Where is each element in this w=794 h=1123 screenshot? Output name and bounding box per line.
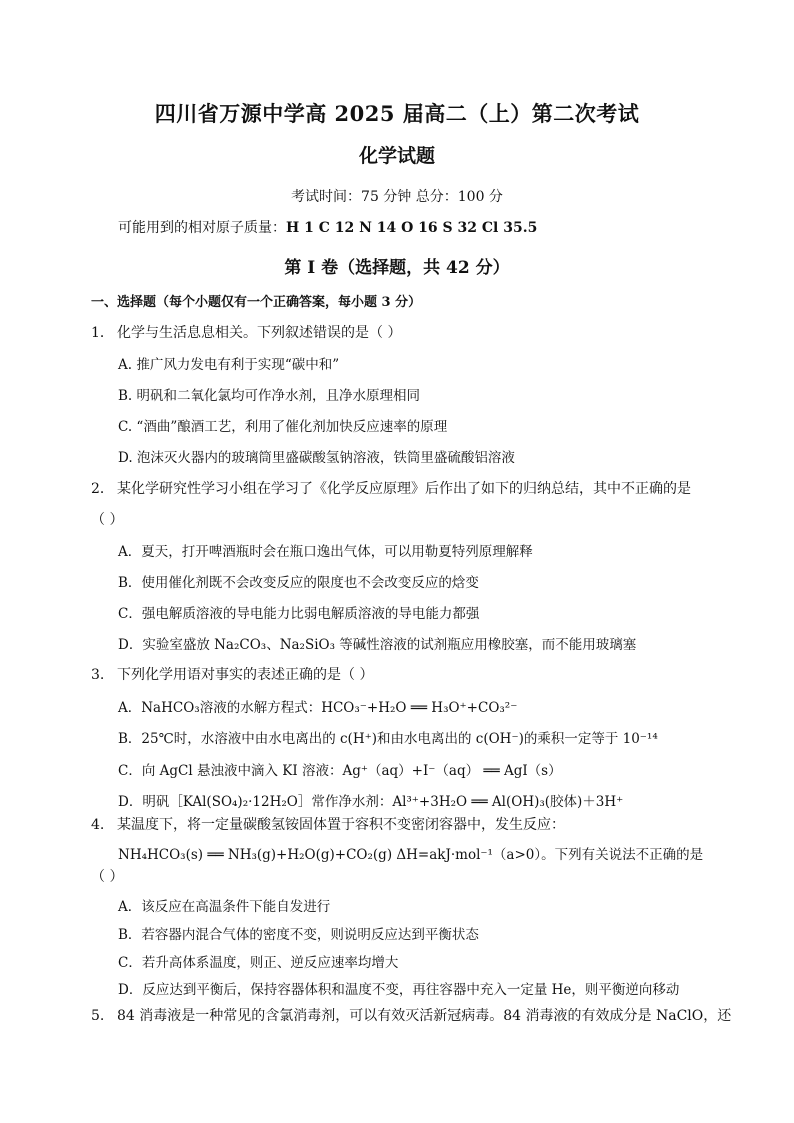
section-title: 第 I 卷（选择题，共 42 分） [284,258,510,278]
question-number: 5. [91,1008,105,1024]
question-2-stem-cont: （ ） [91,512,124,528]
exam-subtitle: 化学试题 [358,145,435,167]
question-3-option-a: A．NaHCO₃溶液的水解方程式：HCO₃⁻+H₂O ══ H₃O⁺+CO₃²⁻ [118,700,518,716]
question-3-option-d: D．明矾［KAl(SO₄)₂·12H₂O］常作净水剂：Al³⁺+3H₂O ══ Al(OH)₃(胶体)＋3H⁺ [118,794,624,810]
exam-title: 四川省万源中学高 2025 届高二（上）第二次考试 [154,101,640,126]
section-instruction: 一、选择题（每个小题仅有一个正确答案，每小题 3 分） [91,295,422,310]
question-4-option-a: A．该反应在高温条件下能自发进行 [118,899,331,915]
question-4-stem-cont: （ ） [91,869,124,885]
question-2-option-b: B．使用催化剂既不会改变反应的限度也不会改变反应的焓变 [118,575,479,591]
exam-info: 考试时间：75 分钟 总分：100 分 [291,189,503,205]
question-number: 4. [91,817,105,833]
question-1-option-a: A. 推广风力发电有利于实现“碳中和” [118,357,340,373]
question-4 [91,814,565,834]
question-number: 1． [91,325,114,341]
question-3 [91,664,373,684]
question-5 [91,1005,731,1025]
atomic-masses-label: 可能用到的相对原子质量： [118,220,286,236]
question-stem: 化学与生活息息相关。下列叙述错误的是（ ） [117,325,402,341]
question-1-option-c: C. “酒曲”酿酒工艺，利用了催化剂加快反应速率的原理 [118,419,448,435]
question-2-option-a: A．夏天，打开啤酒瓶时会在瓶口逸出气体，可以用勒夏特列原理解释 [118,544,533,560]
question-4-option-b: B．若容器内混合气体的密度不变，则说明反应达到平衡状态 [118,927,479,943]
question-4-option-d: D．反应达到平衡后，保持容器体积和温度不变，再往容器中充入一定量 He，则平衡逆向移动 [118,982,680,998]
question-4-option-c: C．若升高体系温度，则正、逆反应速率均增大 [118,955,399,971]
atomic-masses-values: H 1 C 12 N 14 O 16 S 32 Cl 35.5 [286,220,538,236]
question-stem: 84 消毒液是一种常见的含氯消毒剂，可以有效灭活新冠病毒。84 消毒液的有效成分是 NaClO，还 [117,1008,732,1024]
question-1-option-d: D. 泡沫灭火器内的玻璃筒里盛碳酸氢钠溶液，铁筒里盛硫酸铝溶液 [118,450,515,466]
question-stem: 某化学研究性学习小组在学习了《化学反应原理》后作出了如下的归纳总结，其中不正确的是 [117,481,691,497]
question-number: 3. [91,667,105,683]
question-2-option-d: D．实验室盛放 Na₂CO₃、Na₂SiO₃ 等碱性溶液的试剂瓶应用橡胶塞，而不能用玻璃塞 [118,637,637,653]
question-3-option-b: B．25℃时，水溶液中由水电离出的 c(H⁺)和由水电离出的 c(OH⁻)的乘积一定等于 10⁻¹⁴ [118,731,658,747]
question-1 [91,322,401,342]
question-3-option-c: C．向 AgCl 悬浊液中滴入 KI 溶液：Ag⁺（aq）+I⁻（aq） ══ AgI（s） [118,763,562,779]
question-2 [91,478,691,498]
question-number: 2． [91,481,114,497]
question-stem: 下列化学用语对事实的表述正确的是（ ） [117,667,374,683]
atomic-masses [118,217,537,237]
question-2-option-c: C．强电解质溶液的导电能力比弱电解质溶液的导电能力都强 [118,606,480,622]
question-4-equation: NH₄HCO₃(s) ══ NH₃(g)+H₂O(g)+CO₂(g) ΔH=akJ·mol⁻¹（a>0）。下列有关说法不正确的是 [118,847,704,863]
question-stem: 某温度下，将一定量碳酸氢铵固体置于容积不变密闭容器中，发生反应： [117,817,565,833]
question-1-option-b: B. 明矾和二氧化氯均可作净水剂，且净水原理相同 [118,388,421,404]
